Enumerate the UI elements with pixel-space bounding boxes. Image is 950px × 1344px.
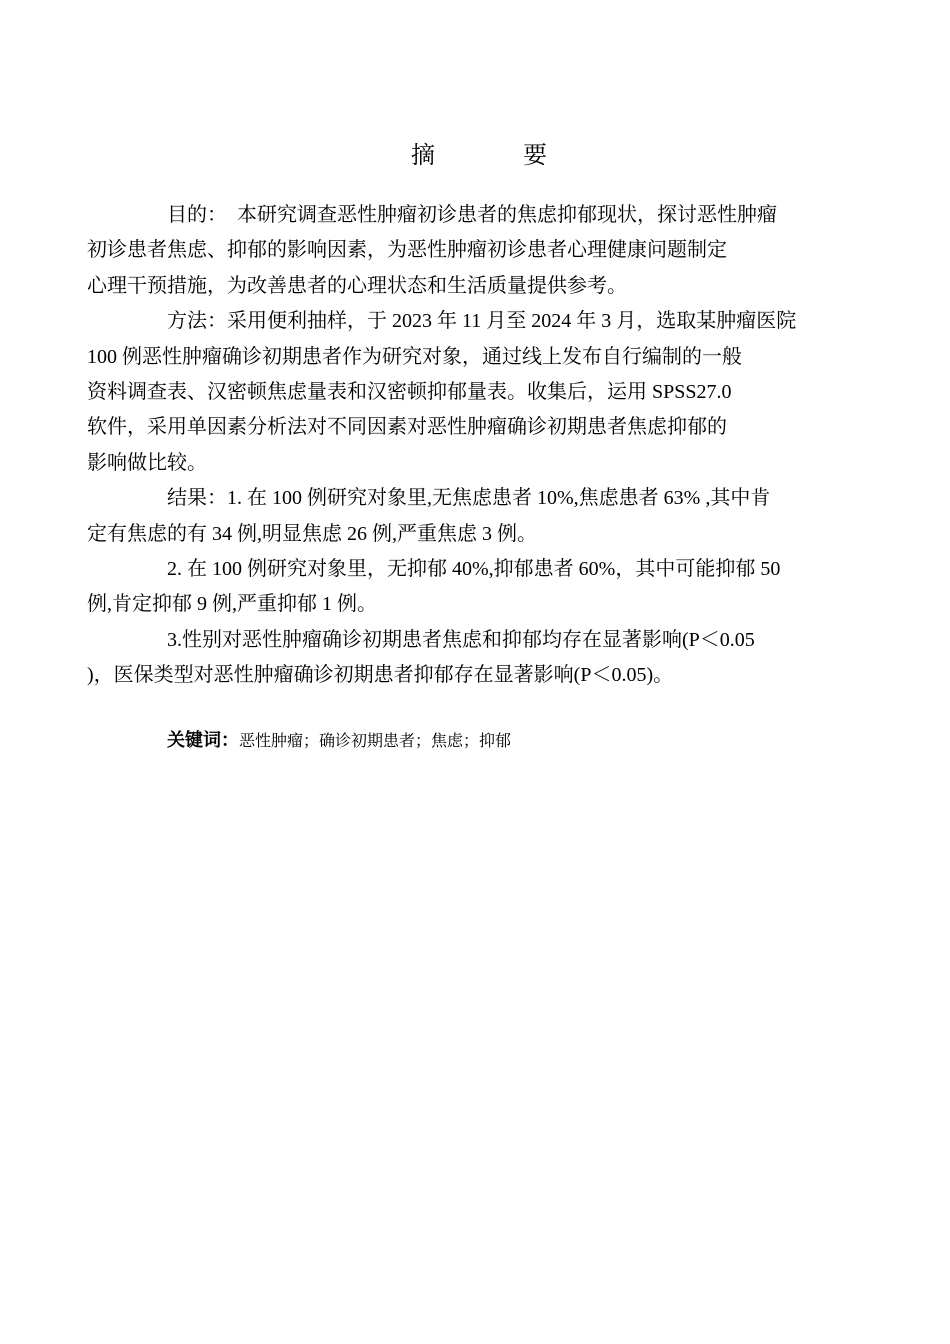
text-line: 定有焦虑的有 34 例,明显焦虑 26 例,严重焦虑 3 例。 bbox=[87, 522, 537, 545]
paragraph-objective bbox=[87, 198, 855, 304]
text-line: 影响做比较。 bbox=[87, 451, 207, 474]
paragraph-result-2 bbox=[87, 552, 855, 623]
text-line: 软件，采用单因素分析法对不同因素对恶性肿瘤确诊初期患者焦虑抑郁的 bbox=[87, 416, 727, 439]
text-line: 结果：1. 在 100 例研究对象里,无焦虑患者 10%,焦虑患者 63% ,其中肯 bbox=[167, 487, 771, 510]
text-line: 2. 在 100 例研究对象里，无抑郁 40%,抑郁患者 60%，其中可能抑郁 50 bbox=[167, 558, 781, 581]
text-line: 心理干预措施，为改善患者的心理状态和生活质量提供参考。 bbox=[87, 274, 627, 297]
text-line: 资料调查表、汉密顿焦虑量表和汉密顿抑郁量表。收集后，运用 SPSS27.0 bbox=[87, 381, 732, 404]
paragraph-method bbox=[87, 304, 855, 481]
text-line: 100 例恶性肿瘤确诊初期患者作为研究对象，通过线上发布自行编制的一般 bbox=[87, 345, 742, 368]
keywords-label: 关键词： bbox=[167, 730, 239, 751]
paragraph-result-3 bbox=[87, 623, 855, 694]
keywords-value: 恶性肿瘤；确诊初期患者；焦虑；抑郁 bbox=[239, 731, 512, 750]
keywords-line bbox=[127, 726, 855, 756]
text-line: )，医保类型对恶性肿瘤确诊初期患者抑郁存在显著影响(P＜0.05)。 bbox=[87, 664, 674, 687]
text-line: 方法：采用便利抽样，于 2023 年 11 月至 2024 年 3 月，选取某肿瘤医院 bbox=[167, 310, 797, 333]
text-line: 初诊患者焦虑、抑郁的影响因素，为恶性肿瘤初诊患者心理健康问题制定 bbox=[87, 239, 727, 262]
page-title: 摘 要 bbox=[411, 141, 579, 169]
abstract-body bbox=[87, 198, 855, 694]
text-line: 例,肯定抑郁 9 例,严重抑郁 1 例。 bbox=[87, 593, 377, 616]
text-line: 目的： 本研究调查恶性肿瘤初诊患者的焦虑抑郁现状，探讨恶性肿瘤 bbox=[167, 204, 777, 226]
text-line: 3.性别对恶性肿瘤确诊初期患者焦虑和抑郁均存在显著影响(P＜0.05 bbox=[167, 628, 755, 651]
paragraph-result-1 bbox=[87, 481, 855, 552]
